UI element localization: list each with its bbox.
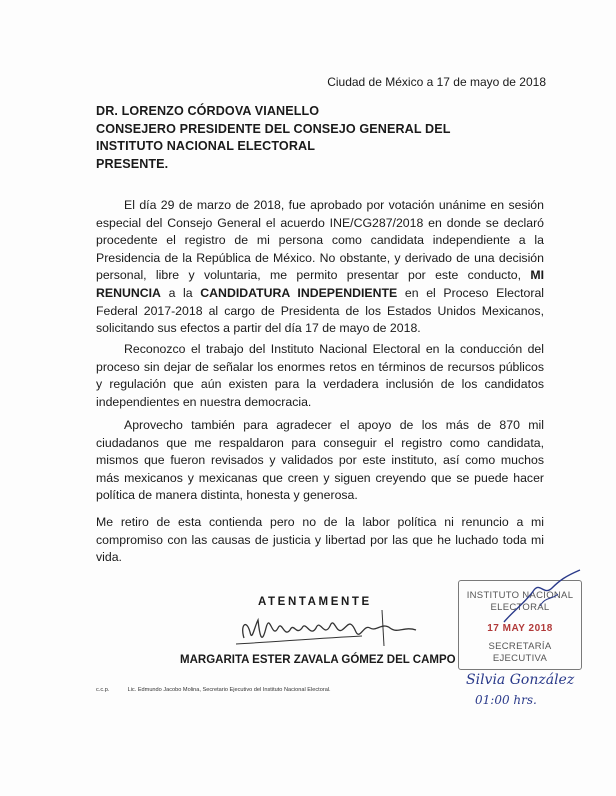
ccp-line [96, 687, 331, 693]
stamp-line-electoral: ELECTORAL [490, 602, 550, 613]
addressee-institution: INSTITUTO NACIONAL ELECTORAL [96, 139, 315, 153]
paragraph-2 [96, 341, 544, 411]
ccp-recipient: Lic. Edmundo Jacobo Molina, Secretario Ejecutivo del Instituto Nacional Electoral. [127, 687, 331, 693]
closing-salutation: ATENTAMENTE [258, 596, 372, 608]
handwritten-signature [232, 598, 432, 658]
stamp-line-ejecutiva: EJECUTIVA [492, 653, 548, 664]
paragraph-1-bold-candidatura: CANDIDATURA INDEPENDIENTE [200, 285, 398, 300]
paragraph-4 [96, 514, 544, 567]
paragraph-4-text: Me retiro de esta contienda pero no de la labor política ni renuncio a mi compromiso con las causas de justicia y libertad por las que he luchado toda mi vida. [96, 515, 544, 565]
paragraph-1-text-a: El día 29 de marzo de 2018, fue aprobado por votación unánime en sesión especial del Consejo General el acuerdo INE/CG287/2018 en donde se declaró procedente el registro de mi persona como candidata independiente a la Presidencia de la República de México. No obstante, y derivado de una decisión personal, libre y voluntaria, me permito presentar por este conducto, [96, 198, 544, 283]
stamp-line-secretaria: SECRETARÍA [488, 641, 552, 652]
addressee-block [96, 103, 451, 173]
addressee-greeting: PRESENTE. [96, 156, 169, 171]
paragraph-3 [96, 417, 544, 505]
paragraph-3-text: Aprovecho también para agradecer el apoyo de los más de 870 mil ciudadanos que me respaldaron para conseguir el registro como candidata, mismos que fueron revisados y validados por este instituto, así como muchos más mexicanos y mexicanas que creen y siguen creyendo que se puede hacer política de manera distinta, honesta y generosa. [96, 418, 544, 503]
paragraph-2-text: Reconozco el trabajo del Instituto Nacional Electoral en la conducción del proceso sin dejar de señalar los enormes retos en términos de recursos públicos y regulación que aún existen para la verdadera inclusión de los candidatos independientes en nuestra democracia. [96, 342, 544, 409]
stamp-line-institute: INSTITUTO NACIONAL [466, 590, 574, 601]
signer-name: MARGARITA ESTER ZAVALA GÓMEZ DEL CAMPO [180, 654, 456, 666]
paragraph-1-text-c: a la [168, 285, 193, 300]
handwritten-receipt-time: 01:00 hrs. [475, 693, 537, 707]
paragraph-1 [96, 197, 544, 338]
handwritten-receiver-name: Silvia González [466, 672, 575, 688]
stamp-scribble-mark [500, 566, 590, 626]
ccp-label: c.c.p. [96, 687, 110, 693]
paragraph-1-bold-renuncia: MI RENUNCIA [96, 268, 544, 300]
stamp-date: 17 MAY 2018 [487, 623, 553, 634]
date-line: Ciudad de México a 17 de mayo de 2018 [327, 75, 546, 89]
paragraph-1-text-e: en el Proceso Electoral Federal 2017-2018 al cargo de Presidenta de los Estados Unidos Mexicanos, solicitando sus efectos a partir del día 17 de mayo de 2018. [96, 285, 545, 336]
addressee-name: DR. LORENZO CÓRDOVA VIANELLO [96, 104, 320, 118]
addressee-title: CONSEJERO PRESIDENTE DEL CONSEJO GENERAL DEL [96, 121, 451, 136]
